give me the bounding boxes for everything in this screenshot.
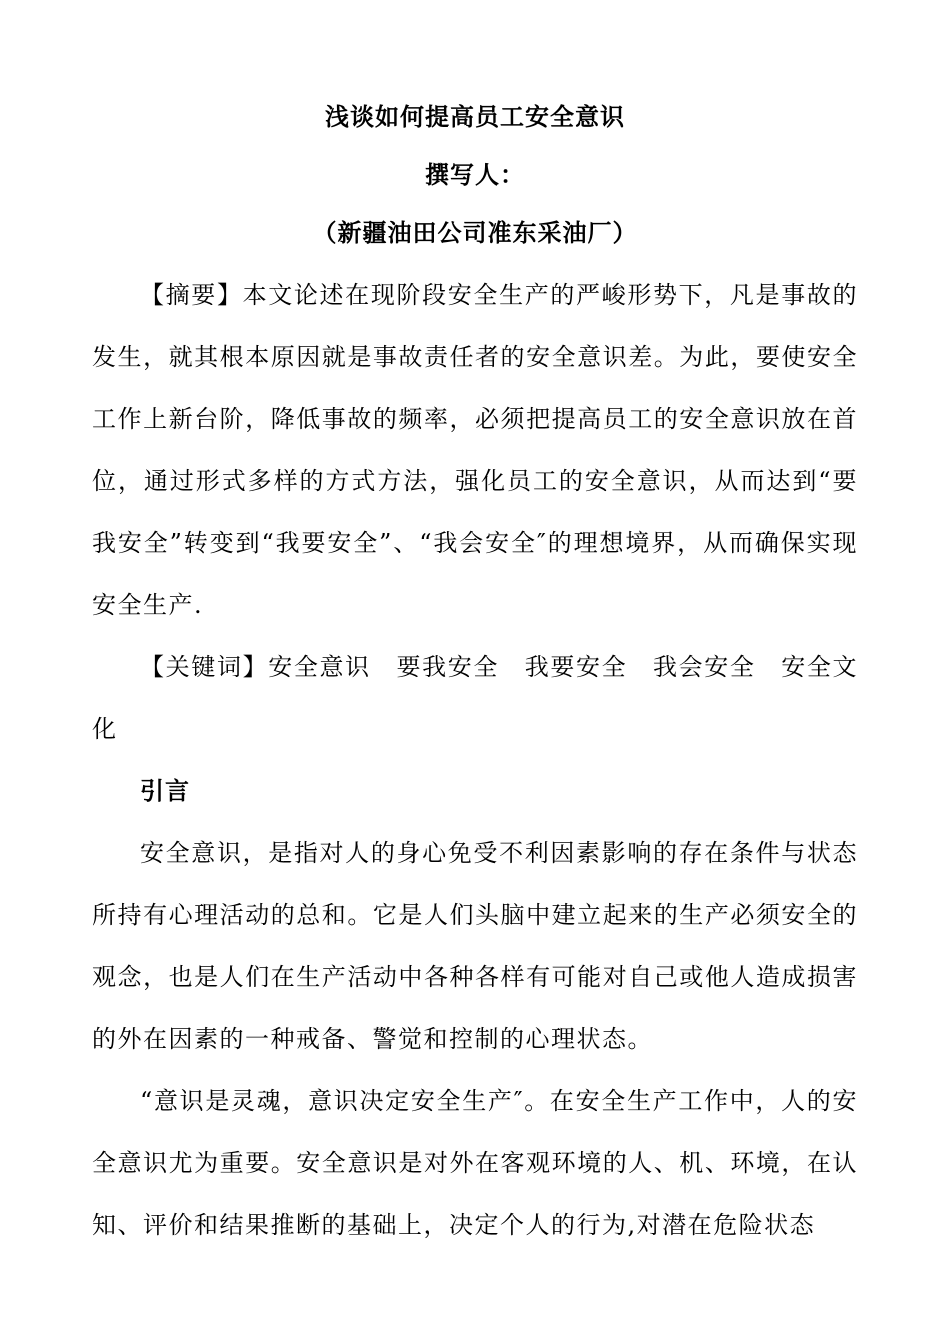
document-title: 浅谈如何提高员工安全意识 [325, 103, 625, 131]
document-page [92, 100, 858, 1256]
body-paragraph: 安全意识，是指对人的身心免受不利因素影响的存在条件与状态所持有心理活动的总和。它是人们头脑中建立起来的生产必须安全的观念，也是人们在生产活动中各种各样有可能对自己或他人造成损害的外在因素的一种戒备、警觉和控制的心理状态。 [92, 839, 858, 1053]
keywords-paragraph: 【关键词】安全意识 要我安全 我要安全 我会安全 安全文化 [92, 653, 858, 743]
organization-line: （新疆油田公司准东采油厂） [312, 219, 638, 247]
section-heading: 引言 [140, 777, 190, 805]
author-line: 撰写人： [425, 161, 525, 189]
body-paragraph: “意识是灵魂，意识决定安全生产″。在安全生产工作中，人的安全意识尤为重要。安全意识是对外在客观环境的人、机、环境，在认知、评价和结果推断的基础上，决定个人的行为,对潜在危险状态 [92, 1087, 858, 1239]
abstract-paragraph: 【摘要】本文论述在现阶段安全生产的严峻形势下，凡是事故的发生，就其根本原因就是事故责任者的安全意识差。为此，要使安全工作上新台阶，降低事故的频率，必须把提高员工的安全意识放在首位，通过形式多样的方式方法，强化员工的安全意识，从而达到“要我安全”转变到“我要安全”、“我会安全″的理想境界，从而确保实现安全生产. [92, 281, 858, 619]
